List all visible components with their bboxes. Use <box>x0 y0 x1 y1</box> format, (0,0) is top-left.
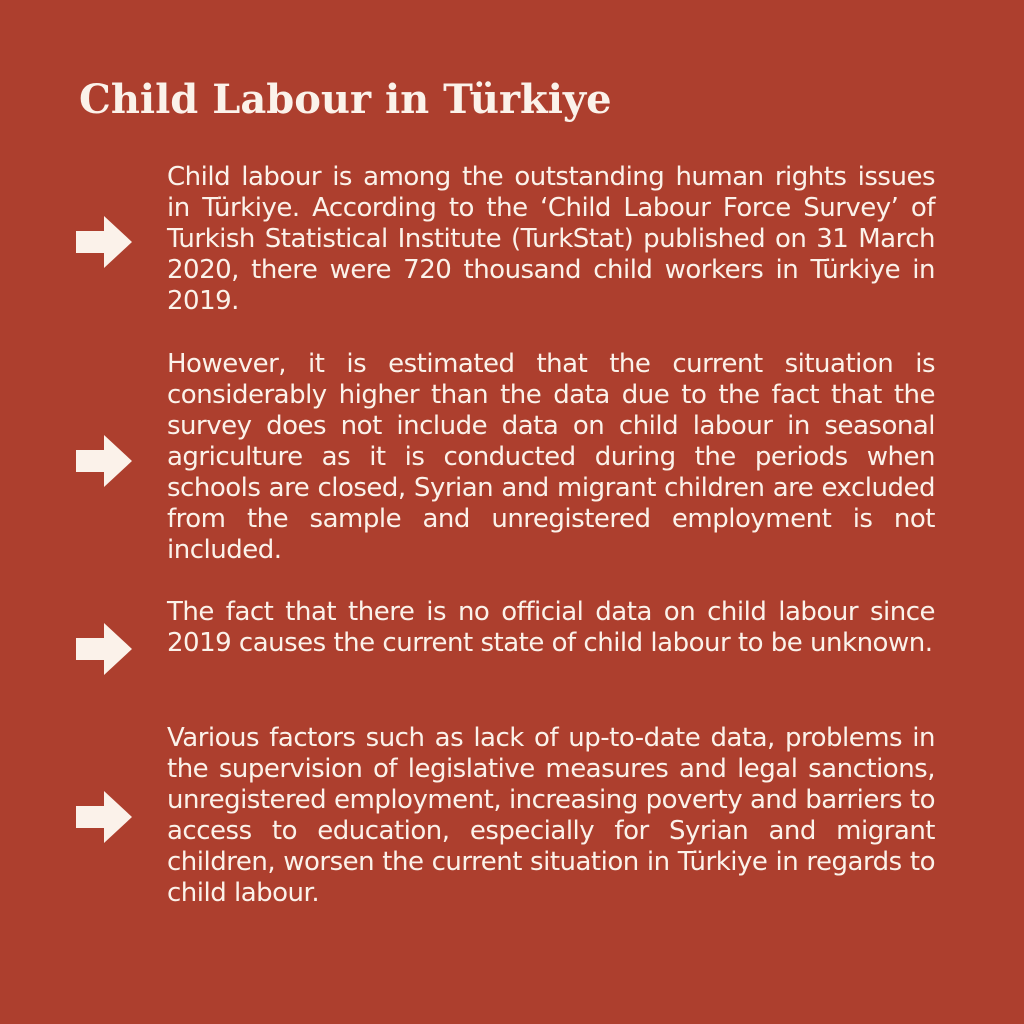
arrow-right-icon <box>76 216 132 268</box>
page-title: Child Labour in Türkiye <box>79 76 612 123</box>
paragraph-contributing-factors: Various factors such as lack of up-to-date data, problems in the supervision of legislative measures and legal sanctions, unregistered employment, increasing poverty and barriers to access to education, especially for Syrian and migrant children, worsen the current situation in Türkiye in regards to child labour. <box>167 723 935 908</box>
arrow-right-icon <box>76 791 132 843</box>
paragraph-no-official-data: The fact that there is no official data on child labour since 2019 causes the current state of child labour to be unknown. <box>167 597 935 658</box>
arrow-right-icon <box>76 623 132 675</box>
paragraph-underestimation: However, it is estimated that the current situation is considerably higher than the data due to the fact that the survey does not include data on child labour in seasonal agriculture as it is conducted during the periods when schools are closed, Syrian and migrant children are excluded from the sample and unregistered employment is not included. <box>167 349 935 565</box>
arrow-right-icon <box>76 435 132 487</box>
paragraph-survey-findings: Child labour is among the outstanding human rights issues in Türkiye. According to the ‘Child Labour Force Survey’ of Turkish Statistical Institute (TurkStat) published on 31 March 2020, there were 720 thousand child workers in Türkiye in 2019. <box>167 162 935 316</box>
